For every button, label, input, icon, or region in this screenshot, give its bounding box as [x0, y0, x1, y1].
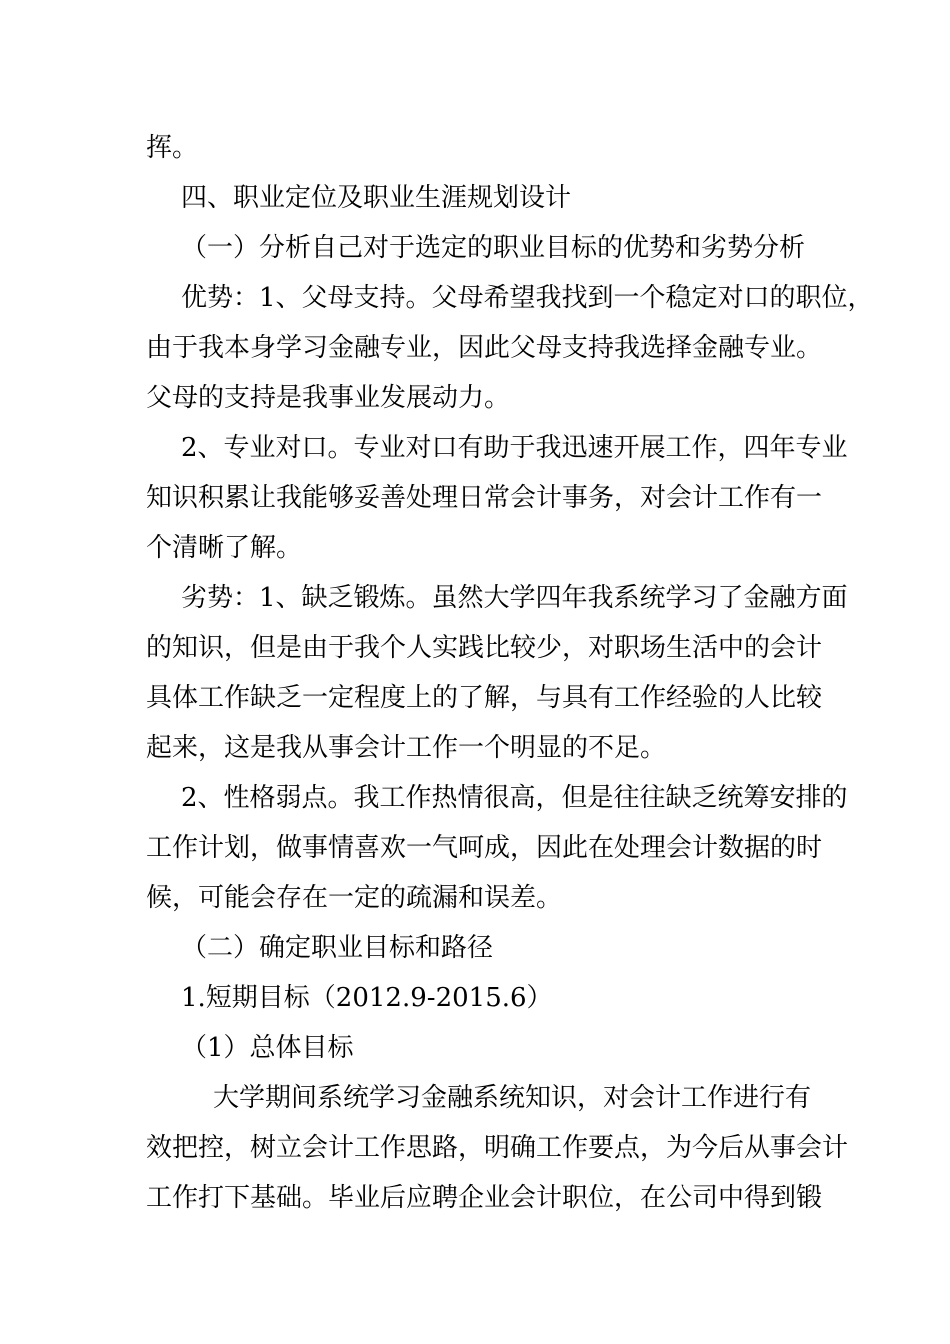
text-line-16: 候，可能会存在一定的疏漏和误差。 [146, 883, 563, 913]
text-line-14: 2、性格弱点。我工作热情很高，但是往往缺乏统筹安排的 [181, 783, 848, 813]
text-line-5: 由于我本身学习金融专业，因此父母支持我选择金融专业。 [146, 333, 823, 363]
text-line-8: 知识积累让我能够妥善处理日常会计事务，对会计工作有一 [146, 483, 823, 513]
text-line-21: 效把控，树立会计工作思路，明确工作要点，为今后从事会计 [146, 1133, 849, 1163]
short-term-goal-heading: 1.短期目标（2012.9-2015.6） [181, 983, 553, 1013]
overall-goal-heading: （1）总体目标 [181, 1033, 354, 1063]
text-line-20: 大学期间系统学习金融系统知识，对会计工作进行有 [213, 1083, 812, 1113]
text-line-6: 父母的支持是我事业发展动力。 [146, 383, 511, 413]
text-line-12: 具体工作缺乏一定程度上的了解，与具有工作经验的人比较 [146, 683, 823, 713]
text-line-1: 挥。 [146, 133, 199, 163]
section-heading-4: 四、职业定位及职业生涯规划设计 [181, 183, 572, 213]
text-line-15: 工作计划，做事情喜欢一气呵成，因此在处理会计数据的时 [146, 833, 823, 863]
text-line-4: 优势：1、父母支持。父母希望我找到一个稳定对口的职位， [181, 283, 874, 313]
text-line-10: 劣势：1、缺乏锻炼。虽然大学四年我系统学习了金融方面 [181, 583, 848, 613]
text-line-13: 起来，这是我从事会计工作一个明显的不足。 [146, 733, 667, 763]
subsection-heading-2: （二）确定职业目标和路径 [181, 933, 494, 963]
text-line-7: 2、专业对口。专业对口有助于我迅速开展工作，四年专业 [181, 433, 848, 463]
subsection-heading-1: （一）分析自己对于选定的职业目标的优势和劣势分析 [181, 233, 806, 263]
text-line-11: 的知识，但是由于我个人实践比较少，对职场生活中的会计 [146, 633, 823, 663]
text-line-22: 工作打下基础。毕业后应聘企业会计职位，在公司中得到锻 [146, 1183, 823, 1213]
text-line-9: 个清晰了解。 [146, 533, 303, 563]
